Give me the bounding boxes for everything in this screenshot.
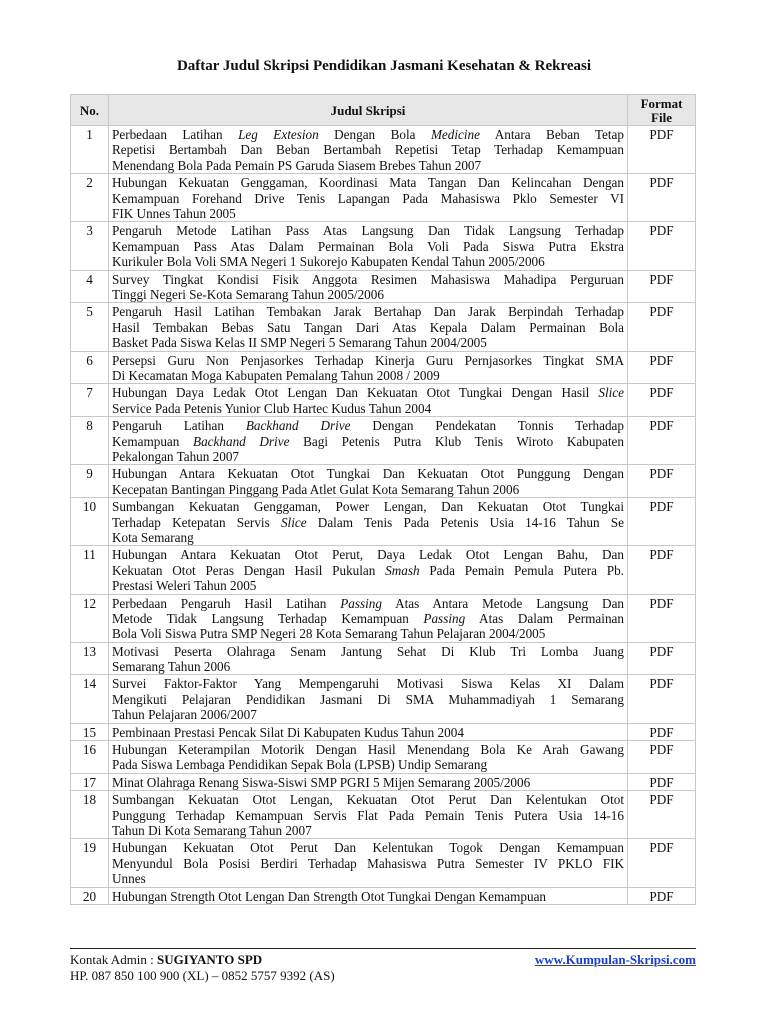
table-row bbox=[71, 741, 696, 774]
table-row bbox=[71, 222, 696, 270]
table-row bbox=[71, 839, 696, 887]
row-format[interactable]: PDF bbox=[628, 498, 696, 546]
row-number: 20 bbox=[71, 887, 109, 904]
table-row bbox=[71, 303, 696, 351]
row-judul bbox=[109, 546, 628, 594]
judul-line: Pengaruh Hasil Latihan Tembakan Jarak Bertahap Dan Jarak Berpindah Terhadap bbox=[112, 304, 624, 320]
judul-line: Tahun Di Kota Semarang Tahun 2007 bbox=[112, 823, 312, 839]
row-number: 2 bbox=[71, 174, 109, 222]
judul-line: Prestasi Weleri Tahun 2005 bbox=[112, 578, 257, 594]
row-format[interactable]: PDF bbox=[628, 222, 696, 270]
row-format[interactable]: PDF bbox=[628, 741, 696, 774]
judul-line: Pengaruh Metode Latihan Pass Atas Langsung Dan Tidak Langsung Terhadap bbox=[112, 223, 624, 239]
judul-line: Hubungan Antara Kekuatan Otot Tungkai Dan Kekuatan Otot Punggung Dengan bbox=[112, 466, 624, 482]
judul-line: Tahun Pelajaran 2006/2007 bbox=[112, 707, 257, 723]
row-number: 4 bbox=[71, 270, 109, 303]
judul-line: Hubungan Kekuatan Genggaman, Koordinasi Mata Tangan Dan Kelincahan Dengan bbox=[112, 175, 624, 191]
table-row bbox=[71, 642, 696, 675]
row-format[interactable]: PDF bbox=[628, 417, 696, 465]
table-row bbox=[71, 887, 696, 904]
skripsi-table bbox=[70, 94, 696, 905]
row-format[interactable]: PDF bbox=[628, 723, 696, 740]
row-format[interactable]: PDF bbox=[628, 126, 696, 174]
judul-line: Sumbangan Kekuatan Genggaman, Power Lengan, Dan Kekuatan Otot Tungkai bbox=[112, 499, 624, 515]
judul-line: Kekuatan Otot Peras Dengan Hasil Pukulan Smash Pada Pemain Pemula Putera Pb. bbox=[112, 562, 624, 578]
table-row bbox=[71, 174, 696, 222]
table-row bbox=[71, 773, 696, 790]
row-format[interactable]: PDF bbox=[628, 594, 696, 642]
document-title: Daftar Judul Skripsi Pendidikan Jasmani Kesehatan & Rekreasi bbox=[176, 58, 592, 74]
judul-line: Punggung Terhadap Kemampuan Servis Flat Pada Pemain Tenis Putera Usia 14-16 bbox=[112, 807, 624, 823]
header-format-line2: File bbox=[651, 109, 672, 125]
row-format[interactable]: PDF bbox=[628, 773, 696, 790]
row-format[interactable]: PDF bbox=[628, 351, 696, 384]
row-number: 14 bbox=[71, 675, 109, 723]
row-number: 18 bbox=[71, 791, 109, 839]
judul-line: Kemampuan Forehand Drive Tenis Lapangan Pada Mahasiswa Pklo Semester VI bbox=[112, 190, 624, 206]
judul-line: Kecepatan Bantingan Pinggang Pada Atlet Gulat Kota Semarang Tahun 2006 bbox=[112, 481, 520, 497]
row-judul bbox=[109, 222, 628, 270]
row-judul bbox=[109, 384, 628, 417]
judul-line: Repetisi Bertambah Dan Beban Bertambah Repetisi Tetap Terhadap Kemampuan bbox=[112, 142, 624, 158]
row-format[interactable]: PDF bbox=[628, 174, 696, 222]
row-judul bbox=[109, 594, 628, 642]
row-number: 5 bbox=[71, 303, 109, 351]
judul-line: Semarang Tahun 2006 bbox=[112, 659, 231, 675]
table-row bbox=[71, 594, 696, 642]
header-no: No. bbox=[71, 95, 109, 126]
judul-line: Perbedaan Latihan Leg Extesion Dengan Bola Medicine Antara Beban Tetap bbox=[112, 127, 624, 142]
row-format[interactable]: PDF bbox=[628, 546, 696, 594]
table-row bbox=[71, 723, 696, 740]
row-number: 15 bbox=[71, 723, 109, 740]
row-format[interactable]: PDF bbox=[628, 465, 696, 498]
judul-line: Pengaruh Latihan Backhand Drive Dengan Pendekatan Tonnis Terhadap bbox=[112, 418, 624, 434]
row-format[interactable]: PDF bbox=[628, 303, 696, 351]
header-format bbox=[628, 95, 696, 126]
row-format[interactable]: PDF bbox=[628, 887, 696, 904]
row-judul bbox=[109, 498, 628, 546]
contact-admin bbox=[70, 952, 262, 968]
row-judul bbox=[109, 270, 628, 303]
judul-line: Hubungan Strength Otot Lengan Dan Strength Otot Tungkai Dengan Kemampuan bbox=[112, 888, 547, 904]
row-format[interactable]: PDF bbox=[628, 270, 696, 303]
table-row bbox=[71, 465, 696, 498]
judul-line: Hubungan Daya Ledak Otot Lengan Dan Kekuatan Otot Tungkai Dengan Hasil Slice bbox=[112, 385, 624, 401]
footer-divider bbox=[70, 948, 696, 949]
row-judul bbox=[109, 741, 628, 774]
row-number: 12 bbox=[71, 594, 109, 642]
judul-line: Mengikuti Pelajaran Pendidikan Jasmani Di SMA Muhammadiyah 1 Semarang bbox=[112, 691, 624, 707]
row-number: 3 bbox=[71, 222, 109, 270]
table-row bbox=[71, 417, 696, 465]
table-row bbox=[71, 270, 696, 303]
judul-line: Hasil Tembakan Bebas Satu Tangan Dari Atas Kepala Dalam Permainan Bola bbox=[112, 319, 624, 335]
judul-line: Hubungan Keterampilan Motorik Dengan Hasil Menendang Bola Ke Arah Gawang bbox=[112, 742, 624, 758]
row-format[interactable]: PDF bbox=[628, 839, 696, 887]
judul-line: Perbedaan Pengaruh Hasil Latihan Passing Atas Antara Metode Langsung Dan bbox=[112, 595, 624, 611]
row-judul bbox=[109, 887, 628, 904]
judul-line: Kemampuan Pass Atas Dalam Permainan Bola Voli Pada Siswa Putra Ekstra bbox=[112, 238, 624, 254]
judul-line: Menendang Bola Pada Pemain PS Garuda Siasem Brebes Tahun 2007 bbox=[112, 157, 482, 173]
contact-name: SUGIYANTO SPD bbox=[157, 952, 263, 967]
row-judul bbox=[109, 723, 628, 740]
judul-line: Sumbangan Kekuatan Otot Lengan, Kekuatan Otot Perut Dan Kelentukan Otot bbox=[112, 792, 624, 808]
judul-line: Minat Olahraga Renang Siswa-Siswi SMP PGRI 5 Mijen Semarang 2005/2006 bbox=[112, 774, 531, 790]
row-format[interactable]: PDF bbox=[628, 675, 696, 723]
website-link[interactable]: www.Kumpulan-Skripsi.com bbox=[534, 952, 696, 967]
judul-line: Pekalongan Tahun 2007 bbox=[112, 448, 240, 464]
judul-line: Kurikuler Bola Voli SMA Negeri 1 Sukorejo Kabupaten Kendal Tahun 2005/2006 bbox=[112, 254, 545, 270]
judul-line: Terhadap Ketepatan Servis Slice Dalam Tenis Pada Petenis Usia 14-16 Tahun Se bbox=[112, 514, 624, 530]
row-judul bbox=[109, 642, 628, 675]
row-number: 7 bbox=[71, 384, 109, 417]
table-header-row bbox=[71, 95, 696, 126]
row-number: 9 bbox=[71, 465, 109, 498]
table-row bbox=[71, 498, 696, 546]
header-judul: Judul Skripsi bbox=[109, 95, 628, 126]
judul-line: Pada Siswa Lembaga Pendidikan Sepak Bola (LPSB) Undip Semarang bbox=[112, 757, 488, 773]
row-number: 13 bbox=[71, 642, 109, 675]
judul-line: Kota Semarang bbox=[112, 529, 194, 545]
judul-line: Hubungan Antara Kekuatan Otot Perut, Daya Ledak Otot Lengan Bahu, Dan bbox=[112, 547, 624, 563]
contact-phone: HP. 087 850 100 900 (XL) – 0852 5757 9392 (AS) bbox=[70, 968, 335, 983]
row-judul bbox=[109, 773, 628, 790]
judul-line: Menyundul Bola Posisi Berdiri Terhadap Mahasiswa Putra Semester IV PKLO FIK bbox=[112, 855, 624, 871]
table-row bbox=[71, 675, 696, 723]
judul-line: Di Kecamatan Moga Kabupaten Pemalang Tahun 2008 / 2009 bbox=[112, 367, 440, 383]
row-number: 6 bbox=[71, 351, 109, 384]
row-judul bbox=[109, 303, 628, 351]
footer bbox=[70, 952, 696, 984]
judul-line: Pembinaan Prestasi Pencak Silat Di Kabupaten Kudus Tahun 2004 bbox=[112, 724, 464, 740]
contact-label: Kontak Admin : bbox=[70, 952, 158, 967]
judul-line: Motivasi Peserta Olahraga Senam Jantung Sehat Di Klub Tri Lomba Juang bbox=[112, 643, 624, 659]
row-judul bbox=[109, 839, 628, 887]
judul-line: Tinggi Negeri Se-Kota Semarang Tahun 2005/2006 bbox=[112, 286, 384, 302]
row-judul bbox=[109, 675, 628, 723]
table-row bbox=[71, 351, 696, 384]
judul-line: Metode Tidak Langsung Terhadap Kemampuan Passing Atas Dalam Permainan bbox=[112, 610, 624, 626]
row-judul bbox=[109, 126, 628, 174]
judul-line: Service Pada Petenis Yunior Club Hartec Kudus Tahun 2004 bbox=[112, 400, 432, 416]
judul-line: Survei Faktor-Faktor Yang Mempengaruhi Motivasi Siswa Kelas XI Dalam bbox=[112, 676, 624, 692]
table-row bbox=[71, 791, 696, 839]
row-number: 10 bbox=[71, 498, 109, 546]
row-format[interactable]: PDF bbox=[628, 642, 696, 675]
row-judul bbox=[109, 417, 628, 465]
row-judul bbox=[109, 174, 628, 222]
row-number: 1 bbox=[71, 126, 109, 174]
row-judul bbox=[109, 351, 628, 384]
row-format[interactable]: PDF bbox=[628, 384, 696, 417]
row-format[interactable]: PDF bbox=[628, 791, 696, 839]
judul-line: Survey Tingkat Kondisi Fisik Anggota Resimen Mahasiswa Mahadipa Perguruan bbox=[112, 271, 624, 287]
table-row bbox=[71, 384, 696, 417]
row-number: 19 bbox=[71, 839, 109, 887]
header-format-line1: Format bbox=[640, 95, 683, 111]
judul-line: Bola Voli Siswa Putra SMP Negeri 28 Kota Semarang Tahun Pelajaran 2004/2005 bbox=[112, 626, 546, 642]
judul-line: FIK Unnes Tahun 2005 bbox=[112, 205, 236, 221]
row-number: 16 bbox=[71, 741, 109, 774]
judul-line: Basket Pada Siswa Kelas II SMP Negeri 5 Semarang Tahun 2004/2005 bbox=[112, 335, 487, 351]
row-number: 8 bbox=[71, 417, 109, 465]
judul-line: Hubungan Kekuatan Otot Perut Dan Kelentukan Togok Dengan Kemampuan bbox=[112, 840, 624, 856]
judul-line: Persepsi Guru Non Penjasorkes Terhadap Kinerja Guru Pernjasorkes Tingkat SMA bbox=[112, 352, 624, 368]
judul-line: Kemampuan Backhand Drive Bagi Petenis Putra Klub Tenis Wiroto Kabupaten bbox=[112, 433, 624, 449]
row-judul bbox=[109, 465, 628, 498]
judul-line: Unnes bbox=[112, 871, 146, 887]
row-number: 17 bbox=[71, 773, 109, 790]
table-row bbox=[71, 546, 696, 594]
table-row bbox=[71, 126, 696, 174]
row-number: 11 bbox=[71, 546, 109, 594]
row-judul bbox=[109, 791, 628, 839]
